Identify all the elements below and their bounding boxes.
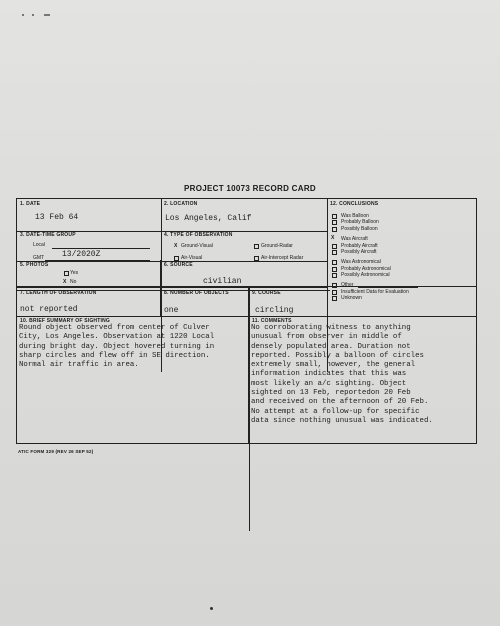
summary-text	[19, 324, 214, 370]
gmt-value: 13/2020Z	[62, 250, 101, 259]
photos-label: 5. PHOTOS	[20, 262, 49, 268]
card-title: PROJECT 10073 RECORD CARD	[184, 184, 316, 193]
conclusion-checkbox	[332, 244, 337, 249]
conclusion-checkbox	[332, 227, 337, 232]
summary-line: during bright day. Object hovered turning in	[19, 342, 215, 351]
other-underline	[358, 287, 418, 288]
obs-ground-radar: Ground-Radar	[261, 243, 293, 249]
local-underline	[52, 248, 150, 249]
source-label: 6. SOURCE	[164, 262, 193, 268]
conclusion-option: Probably Balloon	[341, 219, 379, 225]
conclusion-checkbox	[332, 273, 337, 278]
date-value: 13 Feb 64	[35, 213, 79, 222]
conclusion-checkbox	[332, 296, 337, 301]
summary-line: City, Los Angeles. Observation at 1220 Local	[19, 333, 215, 342]
course-value: circling	[255, 306, 294, 315]
comment-line: unusual from observer in middle of	[251, 333, 402, 342]
obs-air-intercept-radar: Air-Intercept Radar	[261, 255, 304, 261]
conclusion-checkbox	[332, 283, 337, 288]
conclusion-option: Insufficient Data for Evaluation	[341, 289, 409, 295]
length-value: not reported	[20, 305, 78, 314]
check-mark-ground-visual: X	[174, 243, 178, 249]
location-label: 2. LOCATION	[164, 201, 198, 207]
conclusion-option: Other	[341, 282, 354, 288]
conclusion-option: Probably Astronomical	[341, 266, 391, 272]
conclusion-option: Probably Aircraft	[341, 243, 378, 249]
check-mark-conclusion: X	[331, 235, 335, 241]
gmt-label: GMT	[33, 255, 45, 261]
summary-label: 10. BRIEF SUMMARY OF SIGHTING	[20, 318, 110, 324]
summary-line: Normal air traffic in area.	[19, 361, 139, 370]
comment-line: information indicates that this was	[251, 370, 407, 379]
photos-no: No	[70, 279, 77, 285]
check-mark-photos-no: X	[63, 279, 67, 285]
date-label: 1. DATE	[20, 201, 41, 207]
conclusion-option: Unknown	[341, 295, 362, 301]
conclusion-checkbox	[332, 220, 337, 225]
local-label: Local	[33, 242, 45, 248]
rule-3	[17, 287, 327, 288]
checkbox-air-intercept-radar	[254, 256, 259, 261]
conclusions-label: 12. CONCLUSIONS	[330, 201, 379, 207]
comment-line: most likely an a/c sighting. Object	[251, 379, 407, 388]
comments-label: 11. COMMENTS	[252, 318, 292, 324]
objects-label: 8. NUMBER OF OBJECTS	[164, 290, 229, 296]
divider-summary	[248, 286, 249, 444]
comment-line: data since nothing unusual was indicated.	[251, 416, 433, 425]
divider-objects	[160, 286, 161, 316]
checkbox-ground-radar	[254, 244, 259, 249]
summary-line: sharp circles and flew off in SE direction.	[19, 351, 210, 360]
conclusion-option: Was Balloon	[341, 213, 369, 219]
comment-line: and received on the afternoon of 20 Feb.	[251, 398, 429, 407]
location-value: Los Angeles, Calif	[165, 214, 252, 223]
comment-line: densely populated area. Duration not	[251, 342, 411, 351]
summary-line: Round object observed from center of Culver	[19, 324, 210, 332]
gmt-underline	[45, 260, 150, 261]
course-label: 9. COURSE	[252, 290, 281, 296]
comment-line: extremely small, however, the general	[251, 361, 416, 370]
conclusion-option: Was Astronomical	[341, 259, 381, 265]
conclusion-checkbox	[332, 214, 337, 219]
conclusion-option: Possibly Astronomical	[341, 272, 390, 278]
scan-dot	[210, 607, 213, 610]
conclusion-option: Was Aircraft	[341, 236, 368, 242]
comment-line: reported. Possibly a balloon of circles	[251, 351, 424, 360]
obs-air-visual: Air-Visual	[181, 255, 203, 261]
edge-scan-mark	[22, 14, 52, 18]
obs-type-label: 4. TYPE OF OBSERVATION	[164, 232, 233, 238]
conclusion-option: Possibly Balloon	[341, 226, 378, 232]
comment-line: sighted on 13 Feb, reportedon 20 Feb	[251, 389, 411, 398]
comment-line: No corroborating witness to anything	[251, 324, 411, 332]
obs-ground-visual: Ground-Visual	[181, 243, 213, 249]
photos-yes: Yes	[70, 270, 79, 276]
conclusion-checkbox	[332, 250, 337, 255]
length-label: 7. LENGTH OF OBSERVATION	[20, 290, 97, 296]
divider-course	[249, 287, 250, 531]
form-number: ATIC FORM 329 (REV 26 SEP 52)	[18, 449, 94, 454]
conclusion-checkbox	[332, 260, 337, 265]
conclusion-checkbox	[332, 267, 337, 272]
source-value: civilian	[203, 277, 242, 286]
conclusion-option: Possibly Aircraft	[341, 249, 377, 255]
checkbox-photos-yes	[64, 271, 69, 276]
conclusion-checkbox	[332, 290, 337, 295]
checkbox-air-visual	[174, 256, 179, 261]
comment-line: No attempt at a follow-up for specific	[251, 407, 420, 416]
datetime-label: 3. DATE-TIME GROUP	[20, 232, 76, 238]
rule-summary-top	[16, 316, 477, 317]
objects-value: one	[164, 306, 179, 315]
comments-text	[251, 324, 433, 426]
